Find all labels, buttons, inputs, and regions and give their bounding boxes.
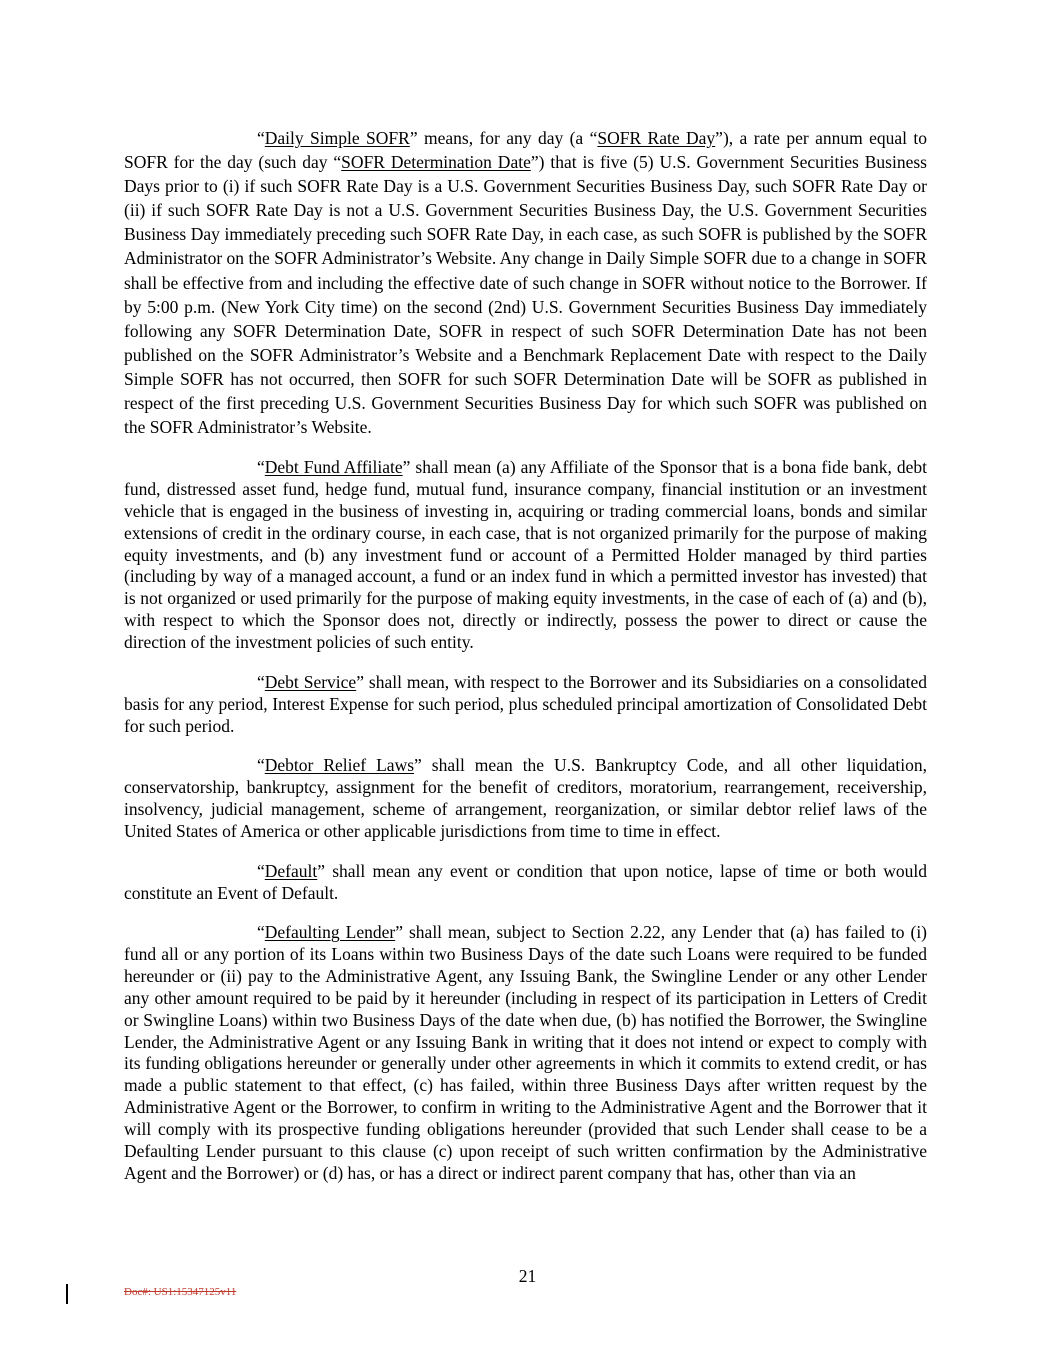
defined-term: Debtor Relief Laws	[264, 755, 415, 776]
paragraph-gap	[124, 439, 927, 457]
definition-text: ” means, for any day (a “	[409, 128, 598, 148]
document-id: Doc#: US1:15347125v11	[124, 1286, 237, 1298]
defined-term: Default	[264, 860, 318, 881]
paragraph-gap	[124, 654, 927, 672]
defined-term: Debt Fund Affiliate	[264, 457, 403, 478]
definition-text: ” shall mean any event or condition that upon notice, lapse of time or both would constitute an Event of Default.	[124, 860, 927, 903]
definition-text: ” shall mean, subject to Section 2.22, any Lender that (a) has failed to (i) fund all or any portion of its Loans within two Business Days of the date such Loans were required to be funded hereunder or (ii) pay to the Administrative Agent, any Issuing Bank, the Swingline Lender or any other Lender any other amount required to be paid by it hereunder (including in respect of its participation in Letters of Credit or Swingline Loans) within two Business Days of the date when due, (b) has notified the Borrower, the Swingline Lender, the Administrative Agent or any Issuing Bank in writing that it does not intend or expect to comply with its funding obligations hereunder or generally under other agreements in which it commits to extend credit, or has made a public statement to that effect, (c) has failed, within three Business Days after written request by the Administrative Agent or the Borrower, to confirm in writing to the Administrative Agent and the Borrower that it will comply with its prospective funding obligations hereunder (provided that such Lender shall cease to be a Defaulting Lender pursuant to this clause (c) upon receipt of such written confirmation by the Administrative Agent and the Borrower) or (d) has, or has a direct or indirect parent company that has, other than via an	[124, 922, 928, 1183]
definition-daily-simple-sofr	[124, 126, 927, 439]
defined-term: Defaulting Lender	[264, 922, 396, 943]
open-quote: “	[257, 755, 265, 776]
defined-term: Daily Simple SOFR	[264, 128, 410, 148]
definition-debtor-relief-laws	[124, 755, 927, 842]
definition-default	[124, 861, 927, 905]
revision-change-bar	[66, 1284, 68, 1304]
definition-text: ”) that is five (5) U.S. Government Securities Business Days prior to (i) if such SOFR Rate Day is a U.S. Government Securities Business Day, such SOFR Rate Day or (ii) if such SOFR Rate Day is not a U.S. Government Securities Business Day, the U.S. Government Securities Business Day immediately preceding such SOFR Rate Day, in each case, as such SOFR is published by the SOFR Administrator on the SOFR Administrator’s Website. Any change in Daily Simple SOFR due to a change in SOFR shall be effective from and including the effective date of such change in SOFR without notice to the Borrower. If by 5:00 p.m. (New York City time) on the second (2nd) U.S. Government Securities Business Day immediately following any SOFR Determination Date, SOFR in respect of such SOFR Determination Date has not been published on the SOFR Administrator’s Website and a Benchmark Replacement Date with respect to the Daily Simple SOFR has not occurred, then SOFR for such SOFR Determination Date will be SOFR as published in respect of the first preceding U.S. Government Securities Business Day for which such SOFR was published on the SOFR Administrator’s Website.	[124, 152, 927, 438]
open-quote: “	[257, 457, 265, 478]
open-quote: “	[257, 860, 265, 881]
definition-text: ”), a rate per annum equal to SOFR for the day (such day “	[124, 128, 928, 173]
paragraph-gap	[124, 904, 927, 922]
definition-text: ” shall mean the U.S. Bankruptcy Code, and all other liquidation, conservatorship, bankruptcy, assignment for the benefit of creditors, moratorium, rearrangement, receivership, insolvency, judicial management, scheme of arrangement, reorganization, or similar debtor relief laws of the United States of America or other applicable jurisdictions from time to time in effect.	[124, 755, 927, 841]
definition-text: ” shall mean, with respect to the Borrower and its Subsidiaries on a consolidated basis for any period, Interest Expense for such period, plus scheduled principal amortization of Consolidated Debt for such period.	[124, 671, 927, 736]
paragraph-gap	[124, 843, 927, 861]
defined-term: Debt Service	[264, 671, 357, 692]
document-body	[124, 126, 927, 1185]
open-quote: “	[257, 922, 265, 943]
page-number: 21	[518, 1266, 537, 1286]
open-quote: “	[257, 128, 265, 148]
defined-term: SOFR Determination Date	[341, 152, 531, 173]
definition-debt-service	[124, 672, 927, 738]
defined-term: SOFR Rate Day	[597, 128, 716, 148]
definition-text: ” shall mean (a) any Affiliate of the Sponsor that is a bona fide bank, debt fund, distressed asset fund, hedge fund, mutual fund, insurance company, financial institution or an investment vehicle that is engaged in the business of investing in, acquiring or trading commercial loans, bonds and similar extensions of credit in the ordinary course, in each case, that is not organized primarily for the purpose of making equity investments, and (b) any investment fund or account of a Permitted Holder managed by third parties (including by way of a managed account, a fund or an index fund in which a permitted investor has invested) that is not organized or used primarily for the purpose of making equity investments, in the case of each of (a) and (b), with respect to which the Sponsor does not, directly or indirectly, possess the power to direct or cause the direction of the investment policies of such entity.	[124, 457, 927, 652]
open-quote: “	[257, 671, 265, 692]
definition-defaulting-lender	[124, 922, 927, 1184]
definition-debt-fund-affiliate	[124, 457, 927, 654]
paragraph-gap	[124, 737, 927, 755]
